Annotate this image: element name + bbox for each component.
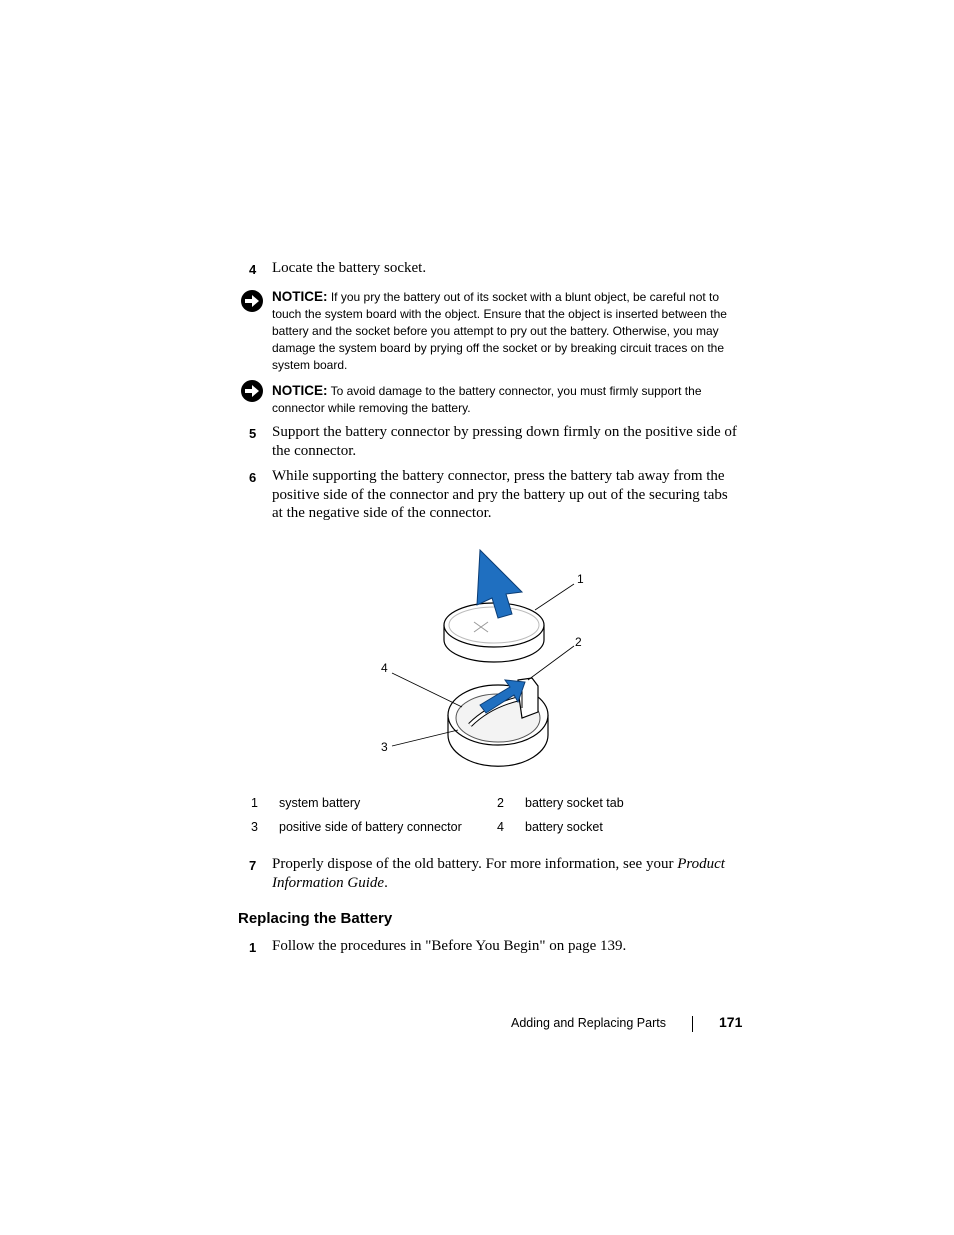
step-text bbox=[272, 855, 740, 892]
page-number: 171 bbox=[719, 1014, 743, 1030]
legend-label: system battery bbox=[279, 796, 361, 810]
notice-label: NOTICE: bbox=[272, 383, 328, 398]
step-text: Follow the procedures in "Before You Begin" on page 139. bbox=[272, 938, 627, 954]
notice-block bbox=[272, 288, 740, 374]
battery-socket-illustration bbox=[448, 678, 548, 766]
legend-label: positive side of battery connector bbox=[279, 820, 462, 834]
footer-title: Adding and Replacing Parts bbox=[511, 1016, 666, 1030]
notice-arrow-icon bbox=[240, 379, 264, 403]
notice-label: NOTICE: bbox=[272, 289, 328, 304]
notice-text: If you pry the battery out of its socket with a blunt object, be careful not to touch the system board with the object. Ensure that the object is inserted between the battery and the socket before you attempt to pry out the battery. Otherwise, you may damage the system board by prying off the socket or by breaking circuit traces on the system board. bbox=[272, 290, 727, 372]
footer-divider bbox=[692, 1016, 693, 1032]
legend-number: 2 bbox=[497, 796, 504, 810]
step-text: Locate the battery socket. bbox=[272, 260, 427, 276]
callout-label: 1 bbox=[577, 572, 584, 586]
notice-text: To avoid damage to the battery connector, you must firmly support the connector while removing the battery. bbox=[272, 384, 702, 415]
step-text: Support the battery connector by pressing down firmly on the positive side of the connector. bbox=[272, 424, 737, 459]
notice-arrow-icon bbox=[240, 289, 264, 313]
step-text-part: Properly dispose of the old battery. For more information, see your bbox=[272, 856, 678, 872]
callout-label: 2 bbox=[575, 635, 582, 649]
step-number: 6 bbox=[249, 470, 257, 485]
legend-label: battery socket tab bbox=[525, 796, 624, 810]
product-guide-title: Product Information Guide bbox=[272, 856, 725, 891]
step-text: While supporting the battery connector, press the battery tab away from the positive side of the connector and pry the battery up out of the securing tabs at the negative side of the connector. bbox=[272, 468, 728, 521]
legend-label: battery socket bbox=[525, 820, 603, 834]
step-text-part: . bbox=[384, 874, 388, 891]
system-battery-illustration bbox=[444, 603, 544, 662]
legend-number: 1 bbox=[251, 796, 258, 810]
battery-removal-figure bbox=[360, 540, 600, 780]
step-number: 1 bbox=[249, 940, 257, 955]
step-number: 7 bbox=[249, 858, 257, 873]
section-heading: Replacing the Battery bbox=[238, 910, 393, 927]
step-number: 4 bbox=[249, 262, 257, 277]
callout-label: 3 bbox=[381, 740, 388, 754]
step-number: 5 bbox=[249, 426, 257, 441]
legend-number: 3 bbox=[251, 820, 258, 834]
legend-number: 4 bbox=[497, 820, 504, 834]
notice-block bbox=[272, 382, 740, 417]
callout-label: 4 bbox=[381, 661, 388, 675]
